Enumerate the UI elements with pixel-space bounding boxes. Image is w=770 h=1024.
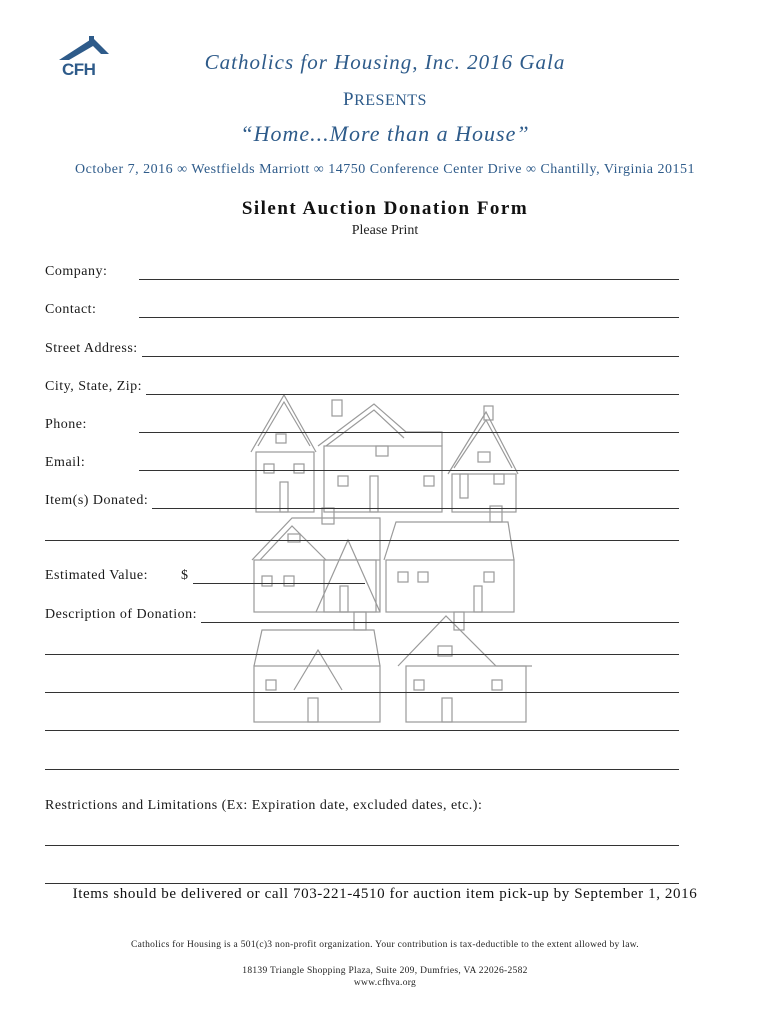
estimated-value-row[interactable]: [45, 562, 365, 584]
items-label: Item(s) Donated:: [45, 493, 149, 508]
estimated-value-field[interactable]: [193, 569, 365, 584]
city-label: City, State, Zip:: [45, 379, 143, 394]
house-sketch: [398, 612, 532, 722]
email-label: Email:: [45, 455, 86, 470]
phone-field[interactable]: [139, 418, 679, 433]
company-row[interactable]: [45, 258, 679, 280]
nonprofit-statement: Catholics for Housing is a 501(c)3 non-profit organization. Your contribution is tax-deductible to the extent allowed by law.: [131, 940, 639, 950]
street-row[interactable]: [45, 335, 679, 357]
description-field-continued[interactable]: [45, 692, 679, 693]
house-sketch: [384, 506, 514, 612]
delivery-notice: Items should be delivered or call 703-221-4510 for auction item pick-up by September 1, 2016: [72, 886, 698, 902]
restrictions-field-continued[interactable]: [45, 883, 679, 884]
house-sketch: [254, 612, 380, 722]
restrictions-field[interactable]: [45, 845, 679, 846]
website-link[interactable]: www.cfhva.org: [353, 978, 417, 988]
presents-label: [0, 89, 770, 111]
organization-address: [0, 965, 770, 989]
street-label: Street Address:: [45, 341, 138, 356]
event-theme: “Home...More than a House”: [240, 121, 530, 146]
presents-rest: RESENTS: [354, 92, 427, 109]
items-field[interactable]: [152, 494, 679, 509]
company-label: Company:: [45, 264, 108, 279]
form-instruction: Please Print: [351, 223, 419, 238]
phone-label: Phone:: [45, 417, 87, 432]
house-sketch: [252, 508, 380, 612]
contact-field[interactable]: [139, 303, 679, 318]
logo-text: CFH: [62, 60, 96, 79]
city-field[interactable]: [146, 380, 679, 395]
description-row[interactable]: [45, 601, 679, 623]
description-field[interactable]: [201, 608, 679, 623]
email-row[interactable]: [45, 449, 679, 471]
gala-title: Catholics for Housing, Inc. 2016 Gala: [204, 50, 566, 74]
form-title: Silent Auction Donation Form: [241, 198, 529, 219]
event-details: October 7, 2016 ∞ Westfields Marriott ∞ 14750 Conference Center Drive ∞ Chantilly, Virginia 20151: [75, 162, 695, 177]
estimated-value-label: Estimated Value:: [45, 568, 148, 583]
restrictions-row: [45, 792, 679, 814]
city-row[interactable]: [45, 373, 679, 395]
street-field[interactable]: [142, 342, 679, 357]
currency-symbol: $: [181, 568, 189, 583]
description-label: Description of Donation:: [45, 607, 197, 622]
description-field-continued[interactable]: [45, 730, 679, 731]
items-row[interactable]: [45, 487, 679, 509]
presents-initial: P: [343, 89, 355, 110]
phone-row[interactable]: [45, 411, 679, 433]
restrictions-label: Restrictions and Limitations (Ex: Expiration date, excluded dates, etc.):: [45, 798, 483, 813]
email-field[interactable]: [139, 456, 679, 471]
street-address: 18139 Triangle Shopping Plaza, Suite 209, Dumfries, VA 22026-2582: [242, 966, 528, 976]
company-field[interactable]: [139, 265, 679, 280]
houses-watermark: [246, 390, 536, 730]
description-field-continued[interactable]: [45, 769, 679, 770]
contact-label: Contact:: [45, 302, 97, 317]
description-field-continued[interactable]: [45, 654, 679, 655]
contact-row[interactable]: [45, 296, 679, 318]
items-field-continued[interactable]: [45, 540, 679, 541]
